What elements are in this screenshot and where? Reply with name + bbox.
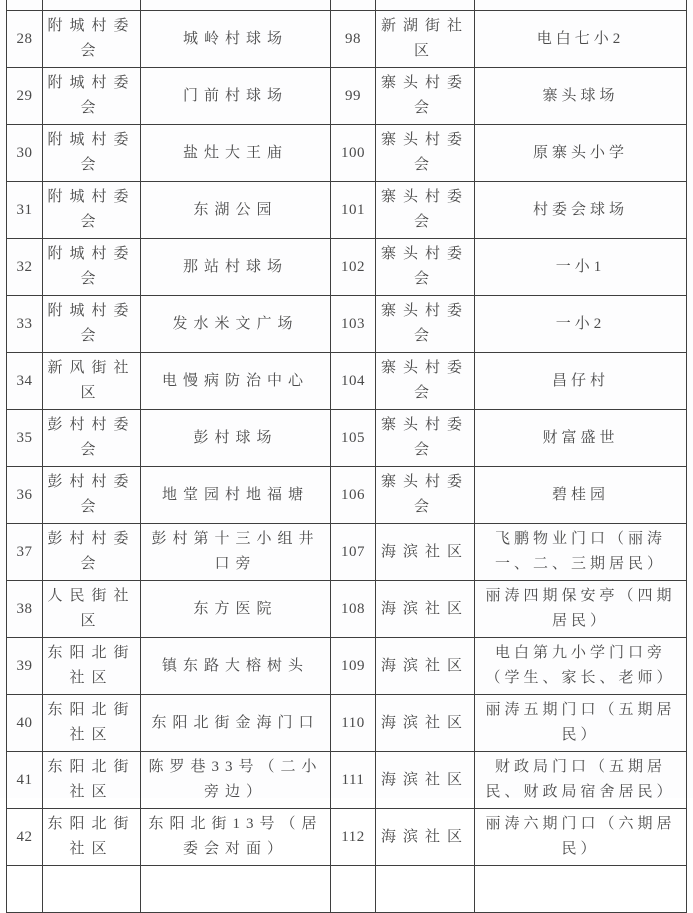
left-location-cell: 东阳北街金海门口 (141, 695, 331, 752)
right-location-cell: 电白第九小学门口旁（学生、家长、老师） (475, 638, 687, 695)
right-location-cell (475, 866, 687, 913)
left-index-cell: 39 (7, 638, 43, 695)
left-index-cell: 37 (7, 524, 43, 581)
left-org-cell: 新风街社区 (43, 353, 141, 410)
left-org-cell: 东阳北街社区 (43, 752, 141, 809)
left-index-cell (7, 0, 43, 11)
table-row (7, 11, 687, 68)
right-org-cell: 海滨社区 (376, 638, 475, 695)
right-index-cell: 101 (331, 182, 376, 239)
left-org-cell: 彭村村委会 (43, 410, 141, 467)
right-index-cell (331, 0, 376, 11)
right-location-cell: 一小1 (475, 239, 687, 296)
right-location-cell: 原寨头小学 (475, 125, 687, 182)
right-index-cell: 111 (331, 752, 376, 809)
right-index-cell: 103 (331, 296, 376, 353)
table-row (7, 752, 687, 809)
left-index-cell: 34 (7, 353, 43, 410)
right-org-cell: 寨头村委会 (376, 68, 475, 125)
left-location-cell: 发水米文广场 (141, 296, 331, 353)
right-org-cell: 寨头村委会 (376, 353, 475, 410)
right-location-cell: 财富盛世 (475, 410, 687, 467)
right-index-cell: 102 (331, 239, 376, 296)
table-row (7, 410, 687, 467)
right-index-cell: 107 (331, 524, 376, 581)
left-org-cell: 人民街社区 (43, 581, 141, 638)
left-location-cell: 镇东路大榕树头 (141, 638, 331, 695)
left-index-cell: 28 (7, 11, 43, 68)
left-location-cell (141, 866, 331, 913)
right-location-cell: 丽涛六期门口（六期居民） (475, 809, 687, 866)
left-index-cell: 30 (7, 125, 43, 182)
right-index-cell: 106 (331, 467, 376, 524)
partial-row-bottom (7, 866, 687, 913)
left-org-cell: 附城村委会 (43, 182, 141, 239)
right-org-cell: 寨头村委会 (376, 125, 475, 182)
left-org-cell: 附城村委会 (43, 296, 141, 353)
table-row (7, 581, 687, 638)
left-org-cell: 附城村委会 (43, 125, 141, 182)
table-row (7, 638, 687, 695)
left-location-cell: 东阳北街13号（居委会对面） (141, 809, 331, 866)
right-location-cell: 碧桂园 (475, 467, 687, 524)
left-index-cell: 35 (7, 410, 43, 467)
left-org-cell: 彭村村委会 (43, 467, 141, 524)
right-index-cell: 108 (331, 581, 376, 638)
left-location-cell: 城岭村球场 (141, 11, 331, 68)
left-index-cell: 33 (7, 296, 43, 353)
right-index-cell: 100 (331, 125, 376, 182)
table-row (7, 182, 687, 239)
right-index-cell (331, 866, 376, 913)
right-org-cell: 寨头村委会 (376, 467, 475, 524)
right-org-cell: 海滨社区 (376, 752, 475, 809)
right-org-cell: 海滨社区 (376, 581, 475, 638)
right-location-cell: 电白七小2 (475, 11, 687, 68)
left-org-cell: 东阳北街社区 (43, 695, 141, 752)
left-index-cell: 29 (7, 68, 43, 125)
left-location-cell: 东湖公园 (141, 182, 331, 239)
left-location-cell: 那站村球场 (141, 239, 331, 296)
right-org-cell: 寨头村委会 (376, 239, 475, 296)
right-org-cell (376, 0, 475, 11)
table-row (7, 68, 687, 125)
right-location-cell: 丽涛四期保安亭（四期居民） (475, 581, 687, 638)
right-index-cell: 98 (331, 11, 376, 68)
right-index-cell: 110 (331, 695, 376, 752)
left-index-cell: 40 (7, 695, 43, 752)
left-index-cell: 31 (7, 182, 43, 239)
table-row (7, 809, 687, 866)
left-index-cell: 32 (7, 239, 43, 296)
right-org-cell: 寨头村委会 (376, 182, 475, 239)
left-org-cell: 附城村委会 (43, 11, 141, 68)
right-index-cell: 109 (331, 638, 376, 695)
right-org-cell (376, 866, 475, 913)
right-location-cell: 村委会球场 (475, 182, 687, 239)
left-location-cell (141, 0, 331, 11)
left-index-cell: 36 (7, 467, 43, 524)
left-index-cell: 38 (7, 581, 43, 638)
right-location-cell: 财政局门口（五期居民、财政局宿舍居民） (475, 752, 687, 809)
left-org-cell: 东阳北街社区 (43, 638, 141, 695)
right-org-cell: 寨头村委会 (376, 410, 475, 467)
left-org-cell: 彭村村委会 (43, 524, 141, 581)
table-row (7, 239, 687, 296)
right-location-cell: 昌仔村 (475, 353, 687, 410)
left-location-cell: 门前村球场 (141, 68, 331, 125)
right-index-cell: 104 (331, 353, 376, 410)
right-location-cell: 一小2 (475, 296, 687, 353)
left-index-cell: 41 (7, 752, 43, 809)
right-org-cell: 寨头村委会 (376, 296, 475, 353)
partial-row-top (7, 0, 687, 11)
left-org-cell: 东阳北街社区 (43, 809, 141, 866)
table-row (7, 524, 687, 581)
right-location-cell: 寨头球场 (475, 68, 687, 125)
right-location-cell (475, 0, 687, 11)
left-org-cell: 附城村委会 (43, 68, 141, 125)
left-org-cell (43, 0, 141, 11)
right-org-cell: 海滨社区 (376, 524, 475, 581)
table-row (7, 467, 687, 524)
table-row (7, 125, 687, 182)
right-location-cell: 飞鹏物业门口（丽涛一、二、三期居民） (475, 524, 687, 581)
sampling-points-table (6, 0, 687, 913)
right-index-cell: 105 (331, 410, 376, 467)
left-location-cell: 盐灶大王庙 (141, 125, 331, 182)
right-location-cell: 丽涛五期门口（五期居民） (475, 695, 687, 752)
right-org-cell: 新湖街社区 (376, 11, 475, 68)
left-location-cell: 彭村球场 (141, 410, 331, 467)
table-row (7, 695, 687, 752)
left-org-cell (43, 866, 141, 913)
left-location-cell: 电慢病防治中心 (141, 353, 331, 410)
left-location-cell: 陈罗巷33号（二小旁边） (141, 752, 331, 809)
left-index-cell: 42 (7, 809, 43, 866)
right-index-cell: 99 (331, 68, 376, 125)
left-location-cell: 彭村第十三小组井口旁 (141, 524, 331, 581)
right-org-cell: 海滨社区 (376, 809, 475, 866)
right-org-cell: 海滨社区 (376, 695, 475, 752)
left-location-cell: 东方医院 (141, 581, 331, 638)
table-row (7, 353, 687, 410)
left-org-cell: 附城村委会 (43, 239, 141, 296)
table-row (7, 296, 687, 353)
left-index-cell (7, 866, 43, 913)
left-location-cell: 地堂园村地福塘 (141, 467, 331, 524)
right-index-cell: 112 (331, 809, 376, 866)
